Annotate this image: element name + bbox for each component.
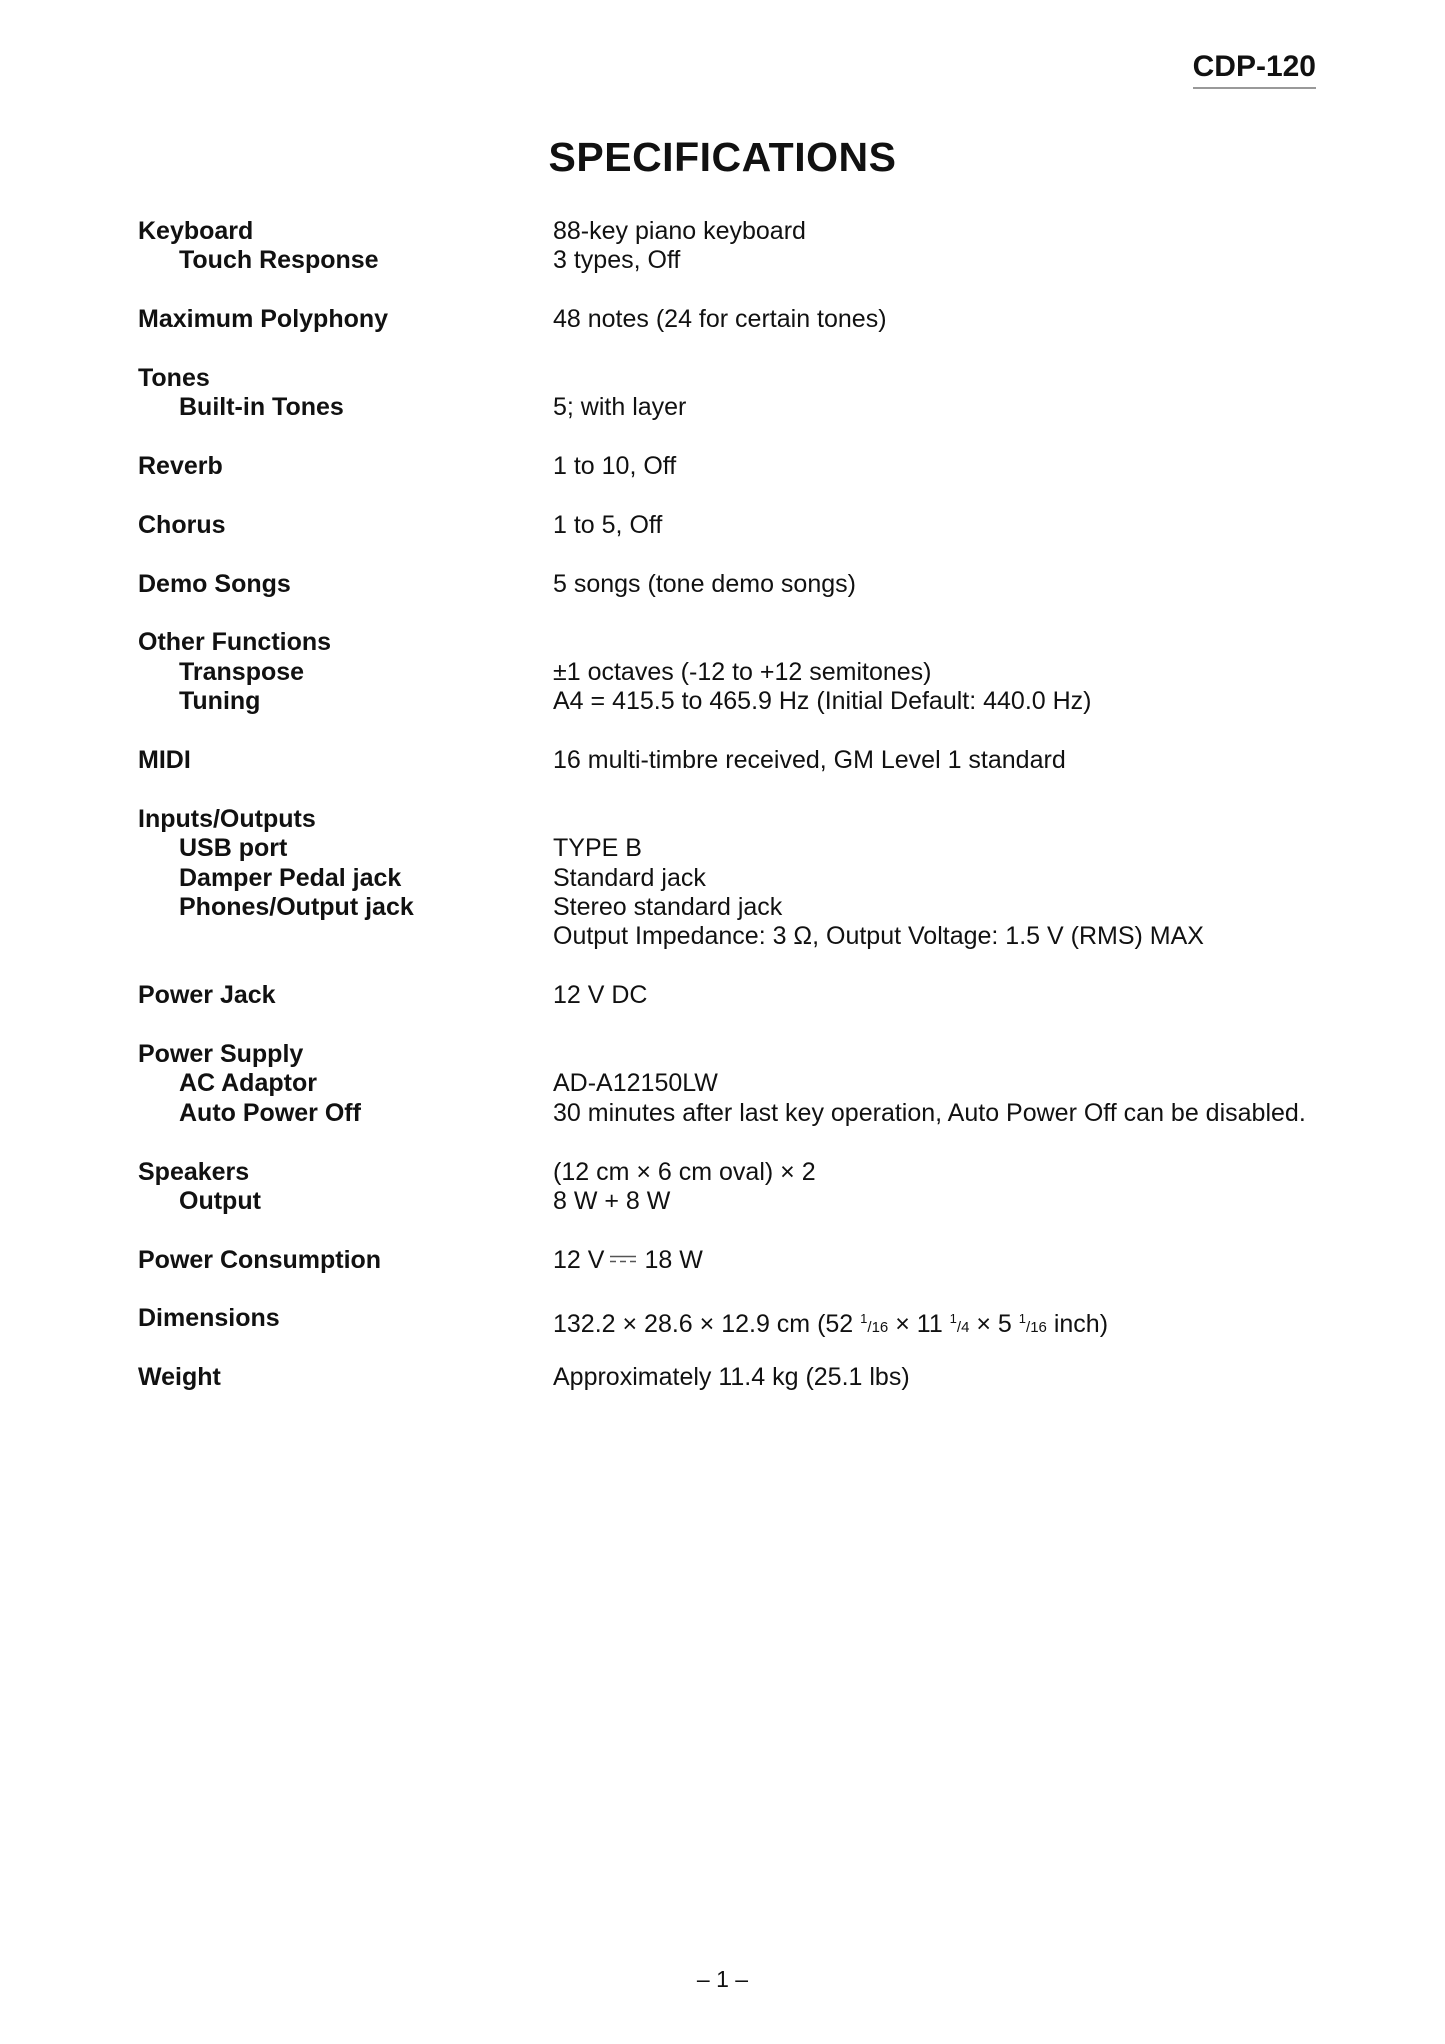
fraction: $^1$/16 <box>1018 1311 1047 1337</box>
spec-label: Other Functions <box>138 628 332 657</box>
spec-value: 8 W + 8 W <box>553 1186 671 1215</box>
spec-value: TYPE B <box>553 834 642 863</box>
spec-group-power-consumption <box>138 1246 1338 1275</box>
spec-value: 1 to 5, Off <box>553 510 663 539</box>
spec-sublabel: Damper Pedal jack <box>179 863 402 892</box>
spec-sublabel: Auto Power Off <box>179 1098 361 1127</box>
voltage-text: 12 V <box>553 1245 605 1274</box>
dimension-text: 132.2 × 28.6 × 12.9 cm (52 <box>553 1310 854 1339</box>
spec-sublabel: Built-in Tones <box>179 393 344 422</box>
spec-value: (12 cm × 6 cm oval) × 2 <box>553 1157 816 1186</box>
spec-value: 12 V DC <box>553 981 648 1010</box>
spec-group-tones <box>138 364 1338 423</box>
spec-label: Inputs/Outputs <box>138 804 316 833</box>
spec-value: Stereo standard jack <box>553 892 783 921</box>
spec-row <box>138 805 1338 834</box>
spec-label: Chorus <box>138 510 226 539</box>
spec-row <box>138 1246 1338 1275</box>
spec-group-midi <box>138 746 1338 775</box>
spec-value: 88-key piano keyboard <box>553 217 806 245</box>
spec-label: Power Consumption <box>138 1245 382 1274</box>
spec-group-keyboard <box>138 217 1338 276</box>
spec-row <box>138 570 1338 599</box>
spec-row <box>138 1099 1338 1128</box>
spec-label: Demo Songs <box>138 569 291 598</box>
spec-group-weight <box>138 1363 1338 1392</box>
spec-sublabel: AC Adaptor <box>179 1069 317 1098</box>
spec-row <box>138 1187 1338 1216</box>
spec-sublabel: Output <box>179 1186 261 1215</box>
spec-label: Power Supply <box>138 1039 304 1068</box>
spec-value: ±1 octaves (-12 to +12 semitones) <box>553 657 932 686</box>
spec-label: Reverb <box>138 452 223 481</box>
spec-label: Power Jack <box>138 981 276 1010</box>
spec-row <box>138 1040 1338 1069</box>
spec-label: Weight <box>138 1363 221 1392</box>
spec-group-inputs-outputs <box>138 805 1338 952</box>
spec-row <box>138 217 1338 246</box>
spec-list <box>138 217 1338 1422</box>
spec-value: 48 notes (24 for certain tones) <box>553 305 887 334</box>
spec-value: Output Impedance: 3 Ω, Output Voltage: 1.5 V (RMS) MAX <box>553 922 1204 951</box>
spec-row <box>138 658 1338 687</box>
spec-group-speakers <box>138 1158 1338 1217</box>
fraction: $^1$/16 <box>860 1311 889 1337</box>
spec-value: 3 types, Off <box>553 246 681 275</box>
spec-sublabel: Tuning <box>179 687 261 716</box>
dimension-text: × 5 <box>976 1310 1012 1339</box>
spec-group-dimensions <box>138 1304 1338 1339</box>
spec-label: Maximum Polyphony <box>138 305 389 334</box>
wattage-text: 18 W <box>644 1245 703 1274</box>
spec-row <box>138 1363 1338 1392</box>
spec-group-chorus <box>138 511 1338 540</box>
spec-sublabel: Phones/Output jack <box>179 892 414 921</box>
spec-row <box>138 628 1338 657</box>
spec-group-polyphony <box>138 305 1338 334</box>
spec-value: 1 to 10, Off <box>553 452 677 481</box>
spec-row <box>138 893 1338 922</box>
spec-row <box>138 1069 1338 1098</box>
spec-value: 5; with layer <box>553 393 687 422</box>
spec-group-reverb <box>138 452 1338 481</box>
spec-row <box>138 246 1338 275</box>
spec-row <box>138 452 1338 481</box>
page-number: – 1 – <box>696 1966 749 1992</box>
spec-sublabel: USB port <box>179 834 288 863</box>
spec-row <box>138 687 1338 716</box>
spec-row <box>138 1158 1338 1187</box>
spec-row <box>138 305 1338 334</box>
dimension-text: inch) <box>1053 1310 1109 1339</box>
spec-value: Approximately 11.4 kg (25.1 lbs) <box>553 1363 910 1392</box>
dc-symbol-icon <box>610 1255 636 1263</box>
spec-value: 5 songs (tone demo songs) <box>553 569 856 598</box>
fraction: $^1$/4 <box>949 1311 970 1337</box>
spec-value <box>553 1304 1338 1339</box>
spec-label: MIDI <box>138 746 191 775</box>
spec-row <box>138 746 1338 775</box>
page-title: SPECIFICATIONS <box>548 134 897 180</box>
spec-value <box>553 1246 1338 1275</box>
spec-row <box>138 1304 1338 1339</box>
spec-label: Tones <box>138 363 210 392</box>
spec-row <box>138 922 1338 951</box>
spec-value: 16 multi-timbre received, GM Level 1 standard <box>553 746 1066 775</box>
dimension-text: × 11 <box>895 1310 943 1339</box>
spec-row <box>138 981 1338 1010</box>
spec-row <box>138 393 1338 422</box>
spec-label: Speakers <box>138 1157 250 1186</box>
model-number: CDP-120 <box>1193 50 1316 89</box>
spec-value: AD-A12150LW <box>553 1069 718 1098</box>
spec-row <box>138 864 1338 893</box>
spec-sublabel: Touch Response <box>179 246 379 275</box>
spec-group-demo-songs <box>138 570 1338 599</box>
spec-label: Dimensions <box>138 1304 280 1333</box>
spec-sublabel: Transpose <box>179 657 305 686</box>
spec-row <box>138 511 1338 540</box>
spec-group-power-supply <box>138 1040 1338 1128</box>
spec-value: 30 minutes after last key operation, Auto Power Off can be disabled. <box>553 1098 1306 1127</box>
spec-row <box>138 364 1338 393</box>
spec-row <box>138 834 1338 863</box>
spec-value: Standard jack <box>553 863 706 892</box>
spec-group-other-functions <box>138 628 1338 716</box>
spec-group-power-jack <box>138 981 1338 1010</box>
spec-value: A4 = 415.5 to 465.9 Hz (Initial Default: 440.0 Hz) <box>553 687 1092 716</box>
spec-label: Keyboard <box>138 217 254 245</box>
